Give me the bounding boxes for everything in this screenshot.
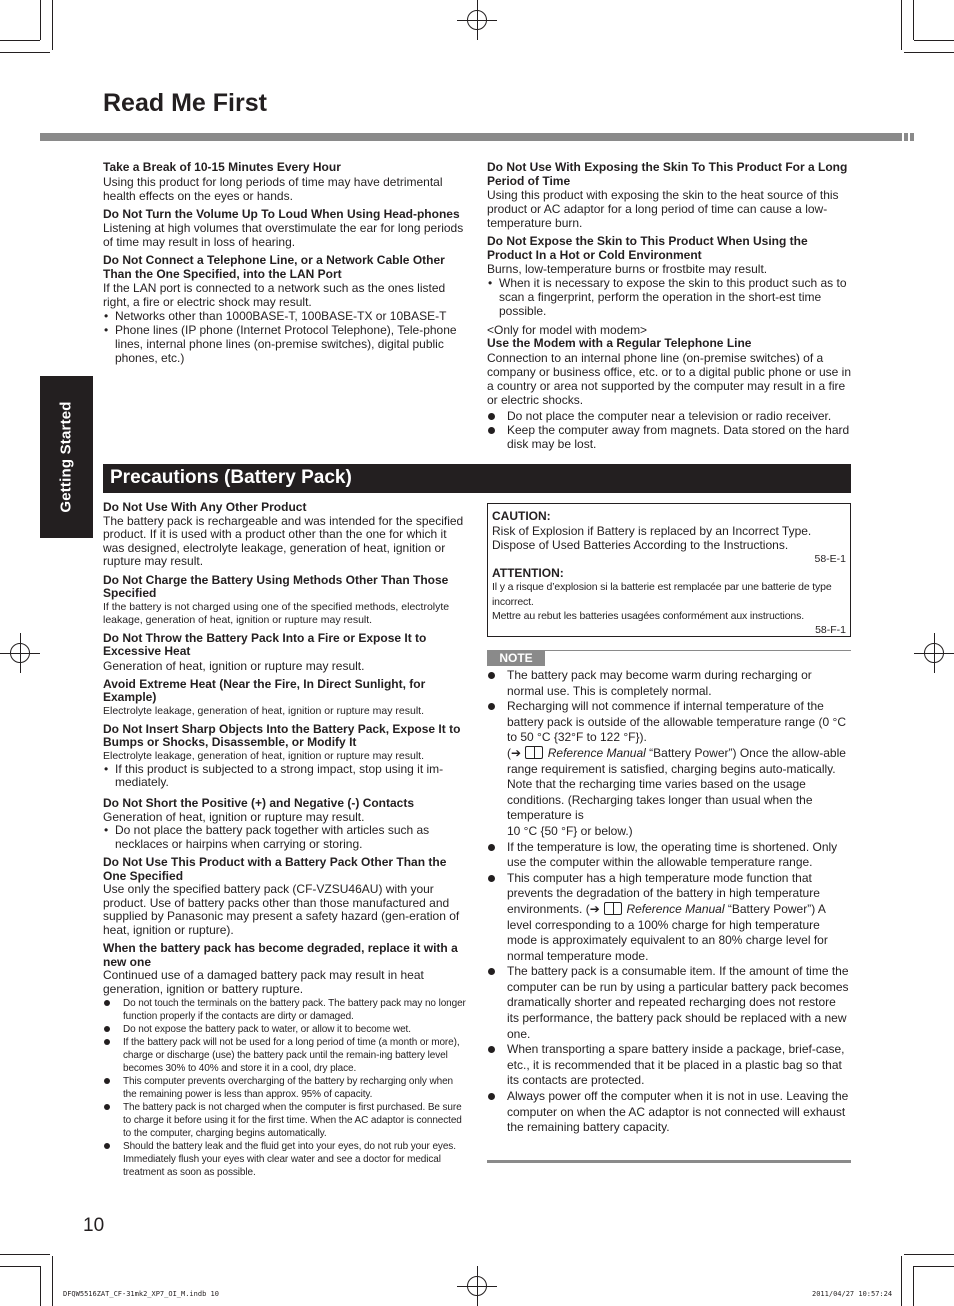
note-text: “Battery Power”) A level corresponding to a 100% charge for high temperature mode is approximately equivalent to an 80% charge level for normal temperature mode. [507, 901, 828, 963]
section-heading: Do Not Turn the Volume Up To Loud When Using Head-phones [103, 206, 460, 221]
note-text: 10 °C {50 °F} or below.) [507, 823, 633, 838]
section-heading: Do Not Insert Sharp Objects Into the Battery Pack, Expose It to Bumps or Shocks, Disassemble, or Modify It [103, 721, 461, 749]
note-text: This computer has a high temperature mode function that prevents the degradation of the battery in high temperature environments. (➔ [507, 870, 820, 916]
section-heading: Do Not Use With Any Other Product [103, 500, 307, 514]
reference-manual-link: Reference Manual [547, 745, 646, 760]
list-item [487, 871, 851, 965]
file-info: DFQW5516ZAT_CF-31mk2_XP7_OI_M.indb 10 [63, 1290, 219, 1298]
section-heading: Take a Break of 10-15 Minutes Every Hour [103, 160, 341, 174]
side-tab-label: Getting Started [57, 401, 75, 513]
section-heading: Do Not Throw the Battery Pack Into a Fire or Expose It to Excessive Heat [103, 630, 427, 658]
crop-mark [40, 0, 41, 40]
registration-mark-left [0, 633, 40, 673]
list-item [487, 699, 851, 839]
model-note: <Only for model with modem> [487, 323, 648, 337]
section-heading: Avoid Extreme Heat (Near the Fire, In Direct Sunlight, for Example) [103, 676, 426, 704]
list-item: If the temperature is low, the operating time is shortened. Only use the computer within the allowable temperature range. [487, 840, 851, 871]
book-icon [604, 902, 622, 915]
list-item: • Do not place the battery pack together with articles such as necklaces or hairpins when carrying or storing. [103, 824, 469, 851]
section-text: Electrolyte leakage, generation of heat, ignition or rupture may result. [103, 704, 425, 717]
crop-mark [904, 1254, 954, 1255]
battery-left-column [103, 501, 469, 1179]
section-text: Continued use of a damaged battery pack may result in heat generation, ignition or battery rupture. [103, 968, 424, 996]
section-text: If the LAN port is connected to a network such as the ones listed right, a fire or electric shock may result. [103, 281, 446, 309]
note-text: Recharging will not commence if internal temperature of the battery pack is outside of the allowable temperature range (0 °C to 50 °C {32°F to 122 °F}). [507, 699, 846, 745]
list-item: • Networks other than 1000BASE-T, 100BASE-TX or 10BASE-T [103, 309, 469, 323]
crop-mark [914, 40, 954, 41]
caution-text: Risk of Explosion if Battery is replaced by an Incorrect Type. Dispose of Used Batteries According to the Instructions. [492, 523, 812, 552]
list-item: The battery pack may become warm during recharging or normal use. This is completely normal. [487, 668, 851, 699]
registration-mark-top [457, 0, 497, 40]
note-label: NOTE [487, 650, 545, 666]
note-rule [545, 650, 851, 651]
section-heading: Do Not Short the Positive (+) and Negative (-) Contacts [103, 795, 415, 810]
list-item: When transporting a spare battery inside a package, brief-case, etc., it is recommended that it be placed in a plastic bag so that its contacts are protected. [487, 1042, 851, 1089]
caution-label: CAUTION: [492, 509, 551, 523]
section-text: Electrolyte leakage, generation of heat, ignition or rupture may result. [103, 749, 425, 762]
crop-mark [52, 1256, 53, 1306]
section-text: Generation of heat, ignition or rupture may result. [103, 658, 365, 673]
section-text: The battery pack is rechargeable and was intended for the specified product. If it is used with a product other than the one for which it was designed, electrolyte leakage, generation of heat, ignition or rupture may result. [103, 513, 464, 568]
section-text: Generation of heat, ignition or rupture may result. [103, 810, 365, 824]
registration-mark-right [914, 633, 954, 673]
crop-mark [40, 1266, 41, 1306]
side-tab [40, 376, 93, 538]
title-rule [40, 133, 914, 141]
list-item: Keep the computer away from magnets. Data stored on the hard disk may be lost. [487, 423, 851, 451]
list-item: The battery pack is not charged when the computer is first purchased. Be sure to charge it before using it for the first time. When the AC adaptor is connected to the computer, charging begins automatically. [103, 1101, 469, 1140]
crop-mark [0, 40, 40, 41]
list-item: Should the battery leak and the fluid get into your eyes, do not rub your eyes. Immediately flush your eyes with clear water and see a doctor for medical treatment as soon as possible. [103, 1140, 469, 1179]
registration-mark-bottom [457, 1266, 497, 1306]
reference-manual-link: Reference Manual [626, 901, 725, 916]
section-text: If the battery is not charged using one of the specified methods, electrolyte leakage, generation of heat, ignition or rupture may result. [103, 600, 450, 626]
attention-reference: 58-F-1 [815, 623, 846, 636]
crop-mark [0, 1266, 40, 1267]
note-bottom-rule [487, 1160, 851, 1163]
page-title: Read Me First [103, 89, 267, 117]
attention-text: Il y a risque d’explosion si la batterie est remplacée par une batterie de type incorrect. [492, 581, 832, 608]
list-item: If the battery pack will not be used for a long period of time (a month or more), charge or discharge (use) the battery pack until the remain-ing battery level becomes 30% to 40% and store it in a cool, dry place. [103, 1036, 469, 1075]
note-list [487, 668, 851, 1136]
section-title: Precautions (Battery Pack) [110, 467, 352, 488]
caution-box [487, 503, 851, 637]
left-top-column [103, 161, 469, 365]
section-heading: Do Not Use This Product with a Battery Pack Other Than the One Specified [103, 855, 447, 883]
crop-mark [914, 1266, 954, 1267]
list-item: • Phone lines (IP phone (Internet Protocol Telephone), Tele-phone lines, internal phone lines (on-premise switches), digital public phones, etc.) [103, 323, 469, 365]
crop-mark [52, 0, 53, 50]
timestamp: 2011/04/27 10:57:24 [812, 1290, 893, 1298]
crop-mark [901, 1256, 902, 1306]
caution-reference: 58-E-1 [814, 552, 846, 565]
list-item: Do not place the computer near a television or radio receiver. [487, 409, 851, 423]
list-item: Do not expose the battery pack to water, or allow it to become wet. [103, 1023, 469, 1036]
section-heading: Use the Modem with a Regular Telephone Line [487, 336, 752, 350]
section-text: Listening at high volumes that overstimulate the ear for long periods of time may result in loss of hearing. [103, 221, 464, 249]
list-item: This computer prevents overcharging of the battery by recharging only when the remaining power is less than approx. 95% of capacity. [103, 1075, 469, 1101]
section-heading: Do Not Connect a Telephone Line, or a Network Cable Other Than the One Specified, into the LAN Port [103, 253, 445, 281]
section-heading: Do Not Charge the Battery Using Methods Other Than Those Specified [103, 572, 449, 600]
right-top-column [487, 161, 851, 451]
section-text: Using this product for long periods of time may have detrimental health effects on the eyes or hands. [103, 174, 443, 203]
section-text: Use only the specified battery pack (CF-VZSU46AU) with your product. Use of battery packs other than those manufactured and supplied by Panasonic may present a safety hazard (gen-eration of heat, ignition or rupture). [103, 882, 460, 937]
section-text: Using this product with exposing the skin to the heat source of this product or AC adaptor for a long period of time can cause a low-temperature burn. [487, 188, 839, 230]
section-heading: When the battery pack has become degraded, replace it with a new one [103, 941, 458, 969]
attention-text: Mettre au rebut les batteries usagées conformément aux instructions. [492, 610, 804, 622]
note-text: “Battery Power”) Once the allow-able range requirement is satisfied, charging begins auto-matically. Note that the recharging time varies based on the usage conditions. (Recharging takes longer than usual when the temperature is [507, 745, 846, 823]
list-item: • If this product is subjected to a strong impact, stop using it im-mediately. [103, 763, 469, 790]
section-heading: Do Not Use With Exposing the Skin To This Product For a Long Period of Time [487, 160, 848, 188]
crop-mark [904, 52, 954, 53]
section-heading: Do Not Expose the Skin to This Product When Using the Product In a Hot or Cold Environment [487, 234, 808, 262]
list-item: Always power off the computer when it is not in use. Leaving the computer on when the AC adaptor is not connected will exhaust the remaining battery capacity. [487, 1089, 851, 1136]
note-arrow: (➔ [507, 745, 522, 760]
attention-label: ATTENTION: [492, 565, 564, 580]
crop-mark [0, 52, 50, 53]
crop-mark [0, 1254, 50, 1255]
page-number: 10 [83, 1215, 105, 1236]
crop-mark [913, 0, 914, 40]
crop-mark [901, 0, 902, 50]
section-text: Burns, low-temperature burns or frostbite may result. [487, 262, 768, 276]
list-item: The battery pack is a consumable item. If the amount of time the computer can be run by using a particular battery pack becomes dramatically shorter and repeated recharging does not restore its performance, the battery pack should be replaced with a new one. [487, 964, 851, 1042]
list-item: Do not touch the terminals on the battery pack. The battery pack may no longer function properly if the contacts are dirty or damaged. [103, 997, 469, 1023]
list-item: • When it is necessary to expose the skin to this product such as to scan a fingerprint, perform the operation in the short-est time possible. [487, 276, 851, 318]
book-icon [525, 746, 543, 759]
crop-mark [913, 1266, 914, 1306]
section-header [103, 464, 851, 493]
section-text: Connection to an internal phone line (on-premise switches) of a company or business office, etc. or to a digital public phone or use in a country or area not supported by the computer may result in a fire or electric shocks. [487, 350, 851, 407]
